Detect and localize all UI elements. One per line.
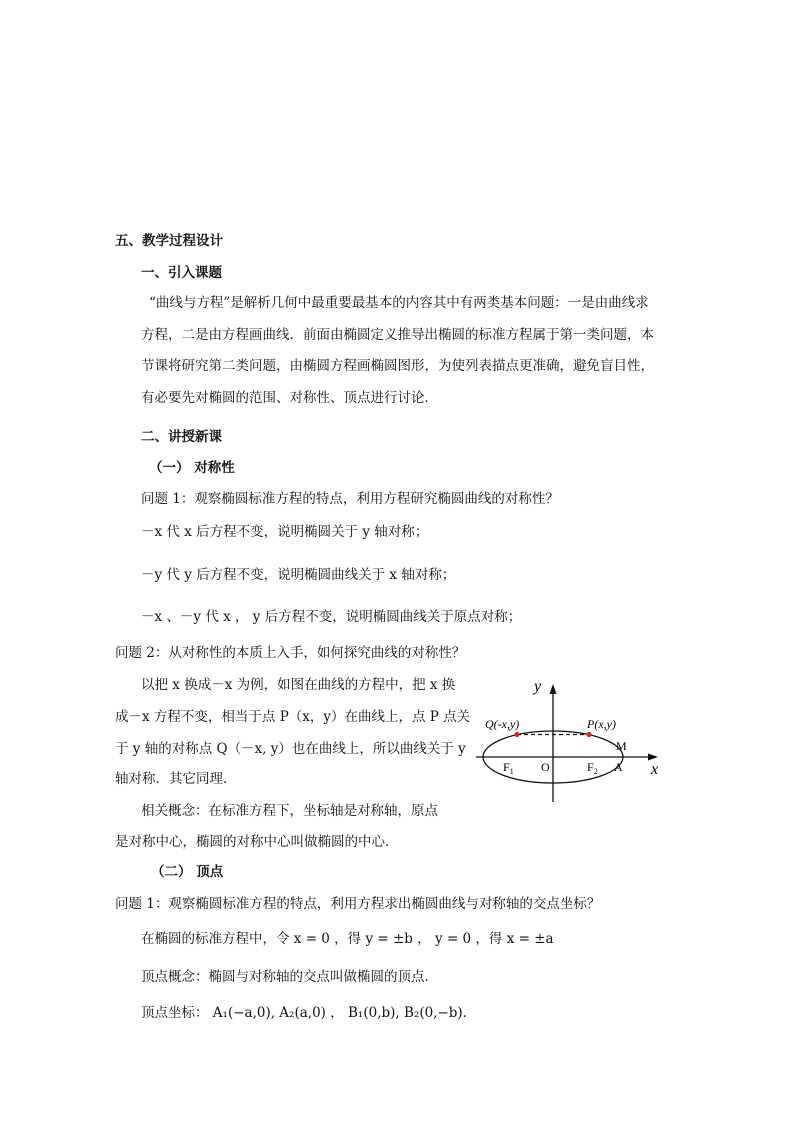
explain-line-4: 轴对称．其它同理．: [115, 771, 237, 787]
section-title: 五、教学过程设计: [115, 233, 223, 249]
vertex-heading: （二） 顶点: [151, 864, 224, 880]
label-p: P(x,y): [587, 717, 616, 731]
part1-line-3: 节课将研究第二类问题，由椭圆方程画椭圆图形，为使列表描点更准确，避免盲目性，: [141, 358, 654, 374]
x-axis-arrow: [648, 754, 658, 761]
ellipse-figure: [468, 672, 678, 807]
part2-heading: 二、讲授新课: [141, 429, 222, 445]
symmetry-question-2: 问题 2：从对称性的本质上入手，如何探究曲线的对称性？: [115, 645, 466, 661]
explain-line-1: 以把 x 换成－x 为例，如图在曲线的方程中，把 x 换: [141, 677, 456, 693]
label-q: Q(-x,y): [485, 717, 520, 731]
part1-line-1: “曲线与方程”是解析几何中最重要最基本的内容其中有两类基本问题：一是由曲线求: [149, 295, 649, 311]
label-f1: $F_1$: [503, 760, 514, 776]
point-p: [586, 732, 591, 737]
concept-line-2: 是对称中心，椭圆的对称中心叫做椭圆的中心．: [115, 834, 399, 850]
symmetry-answer-3: －x 、－y 代 x ， y 后方程不变，说明椭圆曲线关于原点对称；: [141, 609, 522, 625]
label-origin: O: [541, 760, 550, 774]
explain-line-2: 成－x 方程不变，相当于点 P（x，y）在曲线上，点 P 点关: [115, 709, 471, 725]
vertex-answer-1: 在椭圆的标准方程中，令 x = 0 ，得 y = ±b ， y = 0 ，得 x = ±a: [141, 931, 554, 947]
vertex-question-1: 问题 1：观察椭圆标准方程的特点，利用方程求出椭圆曲线与对称轴的交点坐标？: [115, 896, 601, 912]
symmetry-answer-2: －y 代 y 后方程不变，说明椭圆曲线关于 x 轴对称；: [141, 567, 456, 583]
explain-line-3: 于 y 轴的对称点 Q（－x, y）也在曲线上，所以曲线关于 y: [115, 741, 466, 757]
vertex-concept: 顶点概念：椭圆与对称轴的交点叫做椭圆的顶点．: [141, 969, 438, 985]
part1-heading: 一、引入课题: [141, 265, 222, 281]
label-a: A: [614, 760, 623, 774]
concept-line-1: 相关概念：在标准方程下，坐标轴是对称轴，原点: [141, 803, 438, 819]
symmetry-answer-1: －x 代 x 后方程不变，说明椭圆关于 y 轴对称；: [141, 524, 429, 540]
vertex-coordinates: 顶点坐标： A₁(−a,0), A₂(a,0) ， B₁(0,b), B₂(0,−b)．: [141, 1005, 477, 1021]
symmetry-heading: （一） 对称性: [149, 460, 235, 476]
y-axis-arrow: [550, 684, 557, 694]
point-q: [514, 732, 519, 737]
y-axis-label: y: [534, 678, 542, 695]
part1-line-4: 有必要先对椭圆的范围、对称性、顶点进行讨论．: [141, 390, 438, 406]
x-axis-label: x: [651, 761, 659, 778]
part1-line-2: 方程，二是由方程画曲线．前面由椭圆定义推导出椭圆的标准方程属于第一类问题，本: [141, 327, 654, 343]
label-f2: $F_2$: [587, 760, 598, 776]
label-m: M: [616, 739, 627, 753]
symmetry-question-1: 问题 1：观察椭圆标准方程的特点，利用方程研究椭圆曲线的对称性？: [141, 491, 559, 507]
